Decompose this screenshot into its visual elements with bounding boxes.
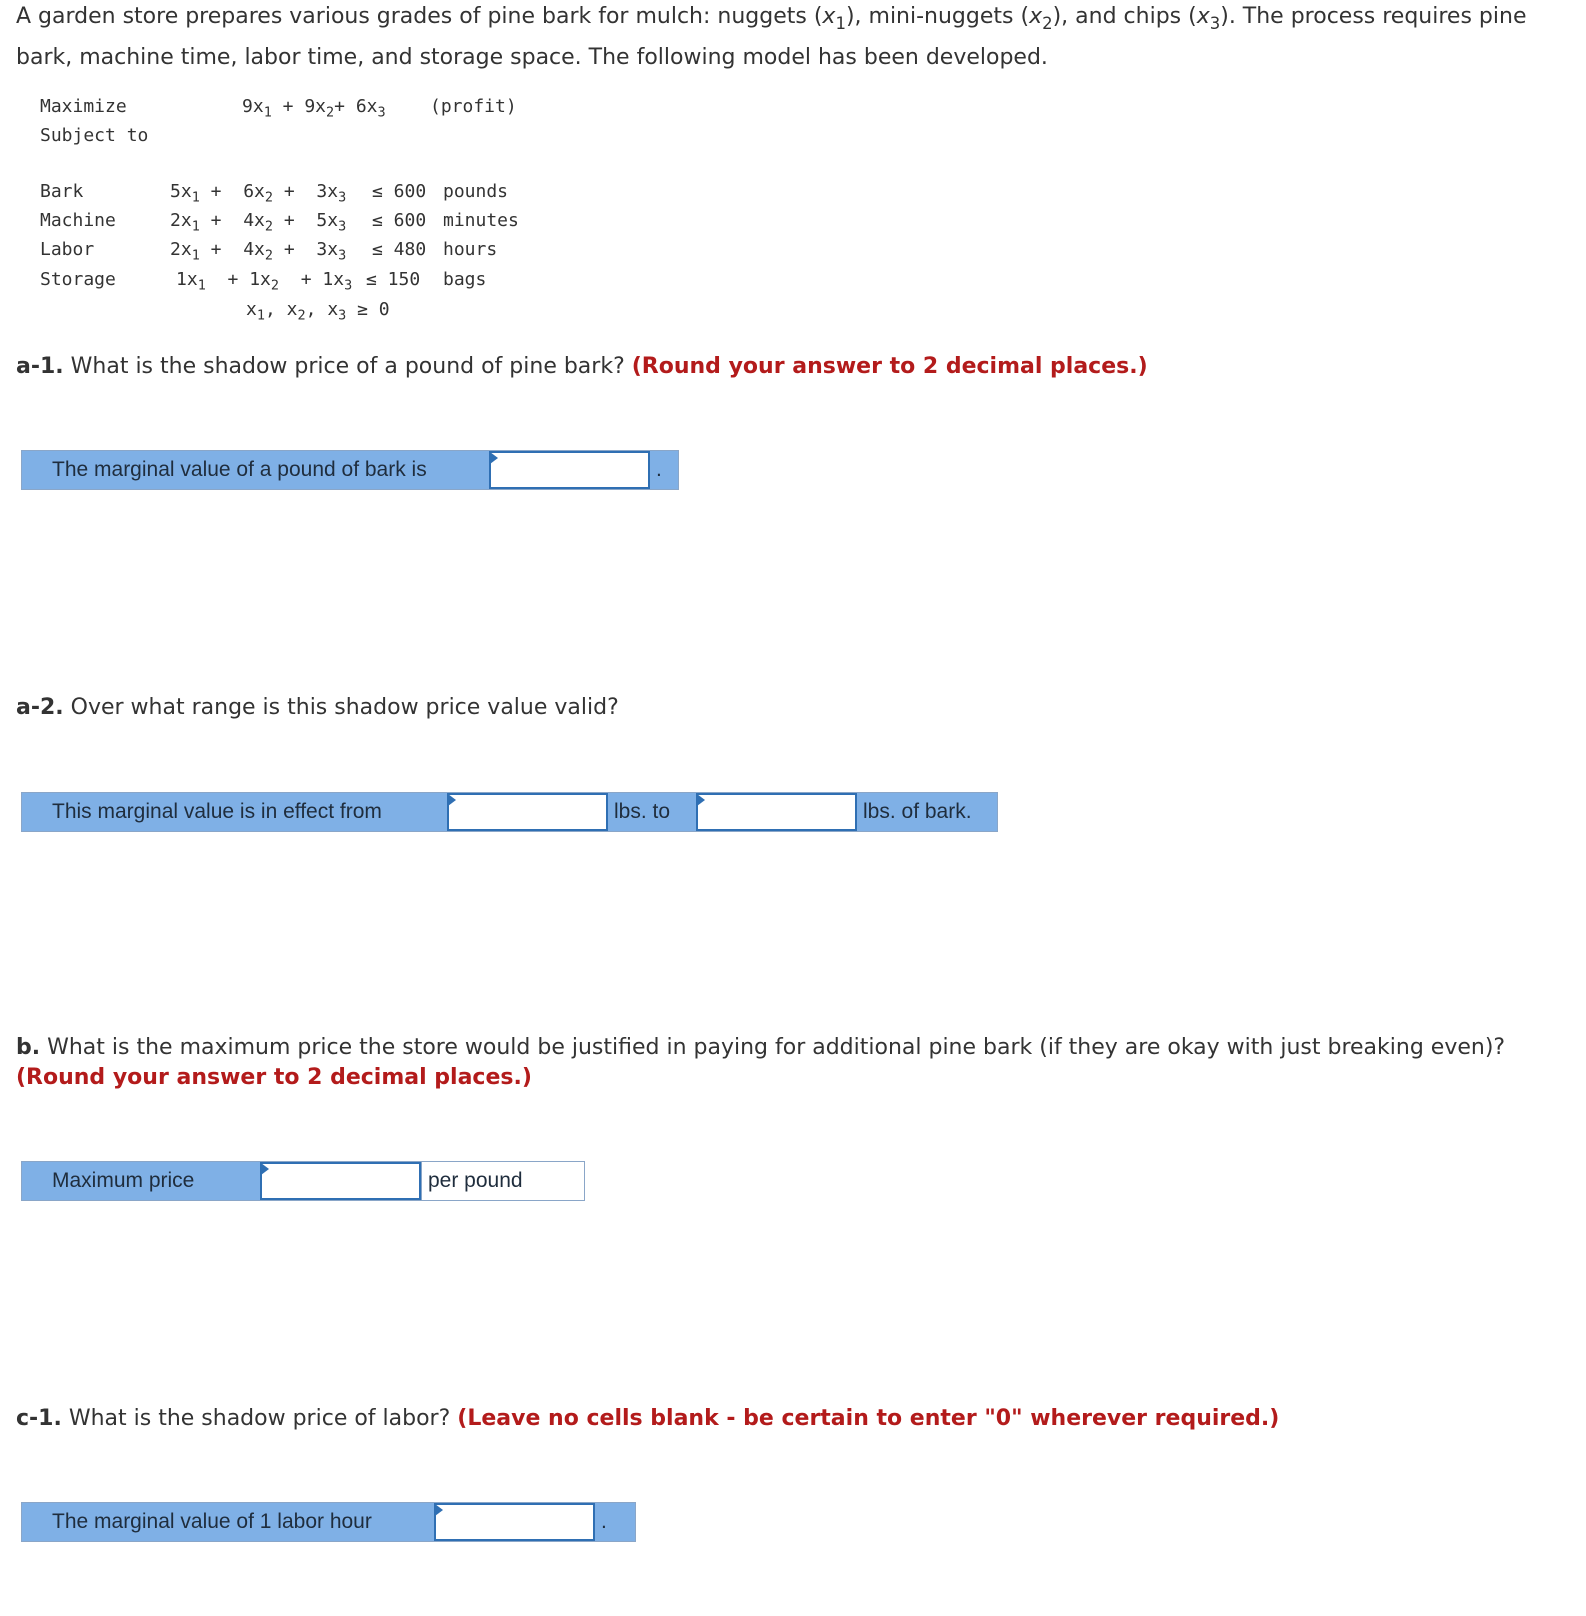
constraint-name: Storage [40, 269, 116, 290]
question-a1: a-1. What is the shadow price of a pound of pine bark? (Round your answer to 2 decimal places.) [16, 354, 1148, 379]
objective-note: (profit) [430, 96, 517, 117]
answer-label: The marginal value of a pound of bark is [52, 458, 427, 481]
question-c1: c-1. What is the shadow price of labor? (Leave no cells blank - be certain to enter "0" wherever required.) [16, 1406, 1280, 1431]
answer-label: Maximum price [52, 1169, 195, 1192]
answer-row-c1 [21, 1502, 636, 1542]
answer-suffix: . [656, 458, 662, 481]
maximum-price-input[interactable] [260, 1162, 421, 1200]
answer-label: The marginal value of 1 labor hour [52, 1510, 372, 1533]
range-lower-input[interactable] [447, 793, 608, 831]
range-unit-1: lbs. to [614, 800, 671, 823]
constraint-rhs: ≤ 150 [366, 269, 421, 290]
constraint-unit: bags [443, 269, 487, 290]
answer-row-a2 [21, 792, 998, 832]
constraint-expression: $2x_1 + 4x_2 + 5x_3$ [170, 210, 347, 235]
question-b: b. What is the maximum price the store would be justified in paying for additional pine bark (if they are okay with just breaking even)? (Round your answer to 2 decimal places.) [16, 1035, 1506, 1090]
marginal-value-bark-input[interactable] [489, 451, 650, 489]
constraint-unit: minutes [443, 210, 519, 231]
constraint-name: Labor [40, 239, 95, 260]
constraint-unit: hours [443, 239, 498, 260]
answer-unit: per pound [421, 1162, 584, 1200]
range-unit-2: lbs. of bark. [863, 800, 972, 823]
marginal-value-labor-input[interactable] [434, 1503, 595, 1541]
answer-suffix: . [601, 1510, 607, 1533]
objective-function: $9x_1 + 9x_2+ 6x_3$ [242, 96, 386, 121]
constraint-unit: pounds [443, 181, 509, 202]
answer-row-b [21, 1161, 585, 1201]
range-upper-input[interactable] [696, 793, 857, 831]
problem-intro: A garden store prepares various grades of pine bark for mulch: nuggets $(x_1)$, mini-nuggets $(x_2)$, and chips $(x_3)$. The process requires pine bark, machine time, labor time, and storage space. The following model has been developed. [16, 4, 1527, 70]
constraint-name: Machine [40, 210, 116, 231]
constraint-expression: $1x_1 + 1x_2 + 1x_3$ [176, 269, 353, 294]
answer-label: This marginal value is in effect from [52, 800, 382, 823]
constraint-rhs: ≤ 600 [372, 210, 427, 231]
constraint-rhs: ≤ 480 [372, 239, 427, 260]
constraint-expression: $5x_1 + 6x_2 + 3x_3$ [170, 181, 347, 206]
non-negativity: $x_1$, $x_2$, $x_3 \ge 0$ [246, 299, 390, 324]
maximize-label: Maximize [40, 96, 127, 117]
constraint-rhs: ≤ 600 [372, 181, 427, 202]
constraint-name: Bark [40, 181, 84, 202]
constraint-expression: $2x_1 + 4x_2 + 3x_3$ [170, 239, 347, 264]
answer-row-a1 [21, 450, 679, 490]
question-a2: a-2. Over what range is this shadow price value valid? [16, 695, 619, 720]
subject-to-label: Subject to [40, 125, 149, 146]
